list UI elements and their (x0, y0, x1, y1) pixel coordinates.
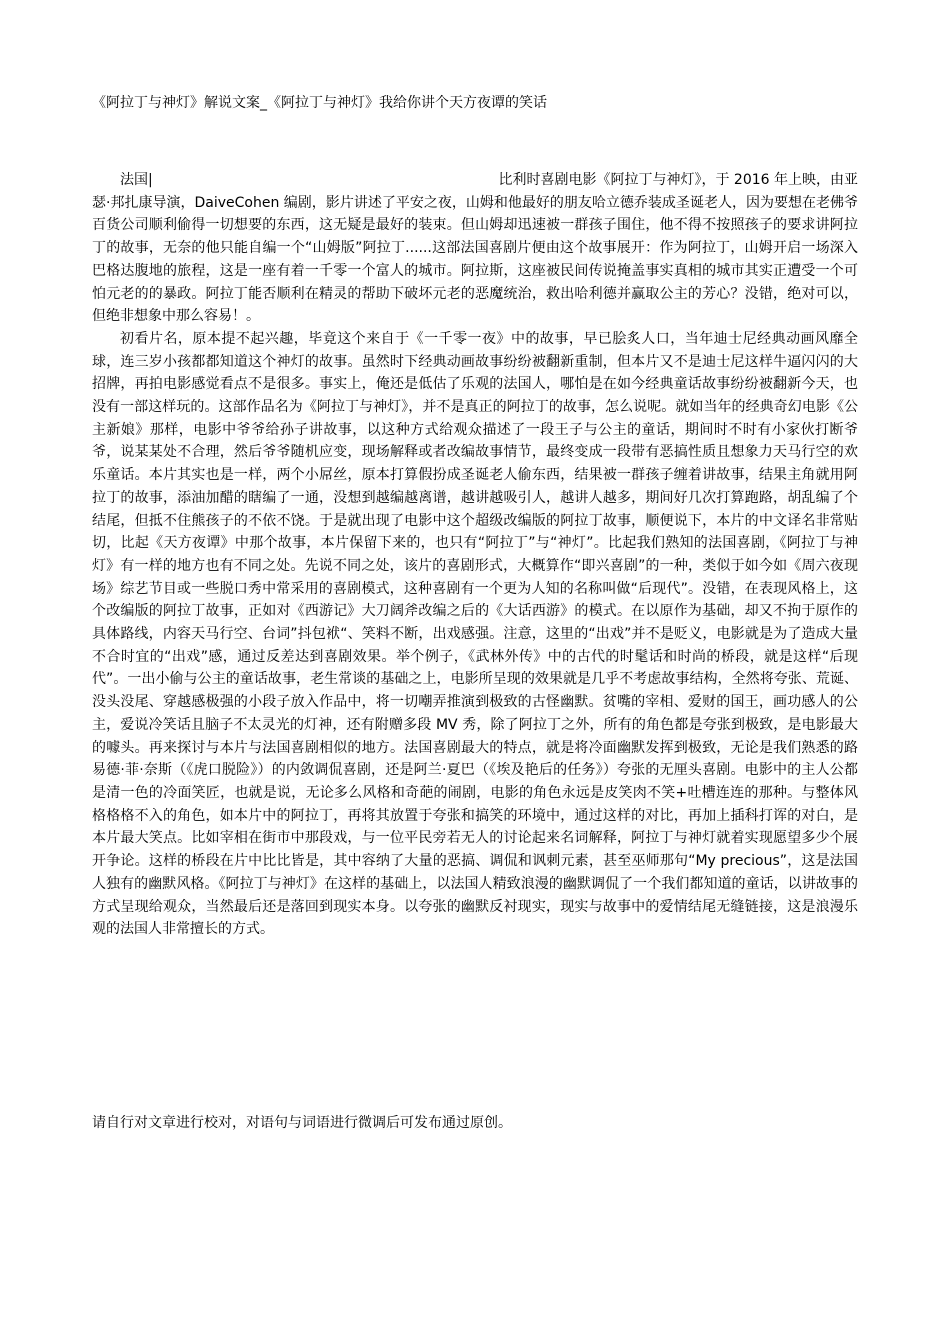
paragraph-1-lead-right: 比利时喜剧电影《阿拉丁与神灯》，于 2016 年上映，由亚 (498, 172, 858, 188)
paragraph-1-lead-left: 法国| (120, 172, 153, 188)
footer-note: 请自行对文章进行校对，对语句与词语进行微调后可发布通过原创。 (92, 1115, 512, 1131)
paragraph-2-text: 初看片名，原本提不起兴趣，毕竟这个来自于《一千零一夜》中的故事，早已脍炙人口，当年迪士尼经典动画风靡全球，连三岁小孩都都知道这个神灯的故事。虽然时下经典动画故事纷纷被翻新重制，但本片又不是迪士尼这样牛逼闪闪的大招牌，再拍电影感觉看点不是很多。事实上，俺还是低估了乐观的法国人，哪怕是在如今经典童话故事纷纷被翻新今天，也没有一部这样玩的。这部作品名为《阿拉丁与神灯》，并不是真正的阿拉丁的故事，怎么说呢。就如当年的经典奇幻电影《公主新娘》那样，电影中爷爷给孙子讲故事，以这种方式给观众描述了一段王子与公主的童话，期间时不时有小家伙打断爷爷，说某某处不合理，然后爷爷随机应变，现场解释或者改编故事情节，最终变成一段带有恶搞性质且想象力天马行空的欢乐童话。本片其实也是一样，两个小屌丝，原本打算假扮成圣诞老人偷东西，结果被一群孩子缠着讲故事，结果主角就用阿拉丁的故事，添油加醋的瞎编了一通，没想到越编越离谱，越讲越吸引人，越讲人越多，期间好几次打算跑路，胡乱编了个结尾，但抵不住熊孩子的不依不饶。于是就出现了电影中这个超级改编版的阿拉丁故事，顺便说下，本片的中文译名非常贴切，比起《天方夜谭》中那个故事，本片保留下来的，也只有“阿拉丁”与“神灯”。比起我们熟知的法国喜剧，《阿拉丁与神灯》有一样的地方也有不同之处。先说不同之处，该片的喜剧形式，大概算作“即兴喜剧”的一种，类似于如今如《周六夜现场》综艺节目或一些脱口秀中常采用的喜剧模式，这种喜剧有一个更为人知的名称叫做“后现代”。没错，在表现风格上，这个改编版的阿拉丁故事，正如对《西游记》大刀阔斧改编之后的《大话西游》的模式。在以原作为基础，却又不拘于原作的具体路线，内容天马行空、台词”抖包袱“、笑料不断，出戏感强。注意，这里的“出戏”并不是贬义，电影就是为了造成大量不合时宜的“出戏”感，通过反差达到喜剧效果。举个例子，《武林外传》中的古代的时髦话和时尚的桥段，就是这样“后现代”。一出小偷与公主的童话故事，老生常谈的基础之上，电影所呈现的效果就是几乎不考虑故事结构，全然将夸张、荒诞、没头没尾、穿越感极强的小段子放入作品中，将一切嘲弄推演到极致的古怪幽默。贫嘴的宰相、爱财的国王，画功感人的公主，爱说冷笑话且脑子不太灵光的灯神，还有附赠多段 MV 秀，除了阿拉丁之外，所有的角色都是夸张到极致，是电影最大的噱头。再来探讨与本片与法国喜剧相似的地方。法国喜剧最大的特点，就是将冷面幽默发挥到极致，无论是我们熟悉的路易德·菲·奈斯（《虎口脱险》）的内敛调侃喜剧，还是阿兰·夏巴（《埃及艳后的任务》）夸张的无厘头喜剧。电影中的主人公都是清一色的冷面笑匠，也就是说，无论多么风格和奇葩的闹剧，电影的角色永远是皮笑肉不笑+吐槽连连的那种。与整体风格格格不入的角色，如本片中的阿拉丁，再将其放置于夸张和搞笑的环境中，通过这样的对比，再加上插科打诨的对白，是本片最大笑点。比如宰相在街市中那段戏，与一位平民旁若无人的讨论起来名词解释，阿拉丁与神灯就着实现愿望多少个展开争论。这样的桥段在片中比比皆是，其中容纳了大量的恶搞、调侃和讽刺元素，甚至巫师那句“My precious”，这是法国人独有的幽默风格。《阿拉丁与神灯》在这样的基础上，以法国人精致浪漫的幽默调侃了一个我们都知道的童话，以讲故事的方式呈现给观众，当然最后还是落回到现实本身。以夸张的幽默反衬现实，现实与故事中的爱情结尾无缝链接，这是浪漫乐观的法国人非常擅长的方式。 (92, 330, 858, 938)
document-body (92, 169, 858, 941)
paragraph-1-first-line (92, 169, 858, 192)
paragraph-1-text: 瑟·邦扎康导演，DaiveCohen 编剧，影片讲述了平安之夜，山姆和他最好的朋友哈立德乔装成圣诞老人，因为要想在老佛爷百货公司顺利偷得一切想要的东西，这无疑是最好的装束。但山姆却迅速被一群孩子围住，他不得不按照孩子的要求讲阿拉丁的故事，无奈的他只能自编一个“山姆版”阿拉丁......这部法国喜剧片便由这个故事展开：作为阿拉丁，山姆开启一场深入巴格达腹地的旅程，这是一座有着一千零一个富人的城市。阿拉斯，这座被民间传说掩盖事实真相的城市其实正遭受一个可怕元老的的暴政。阿拉丁能否顺利在精灵的帮助下破坏元老的恶魔统治，救出哈利德并赢取公主的芳心？没错，绝对可以，但绝非想象中那么容易！。 (92, 194, 858, 325)
document-title: 《阿拉丁与神灯》解说文案_《阿拉丁与神灯》我给你讲个天方夜谭的笑话 (92, 95, 547, 111)
